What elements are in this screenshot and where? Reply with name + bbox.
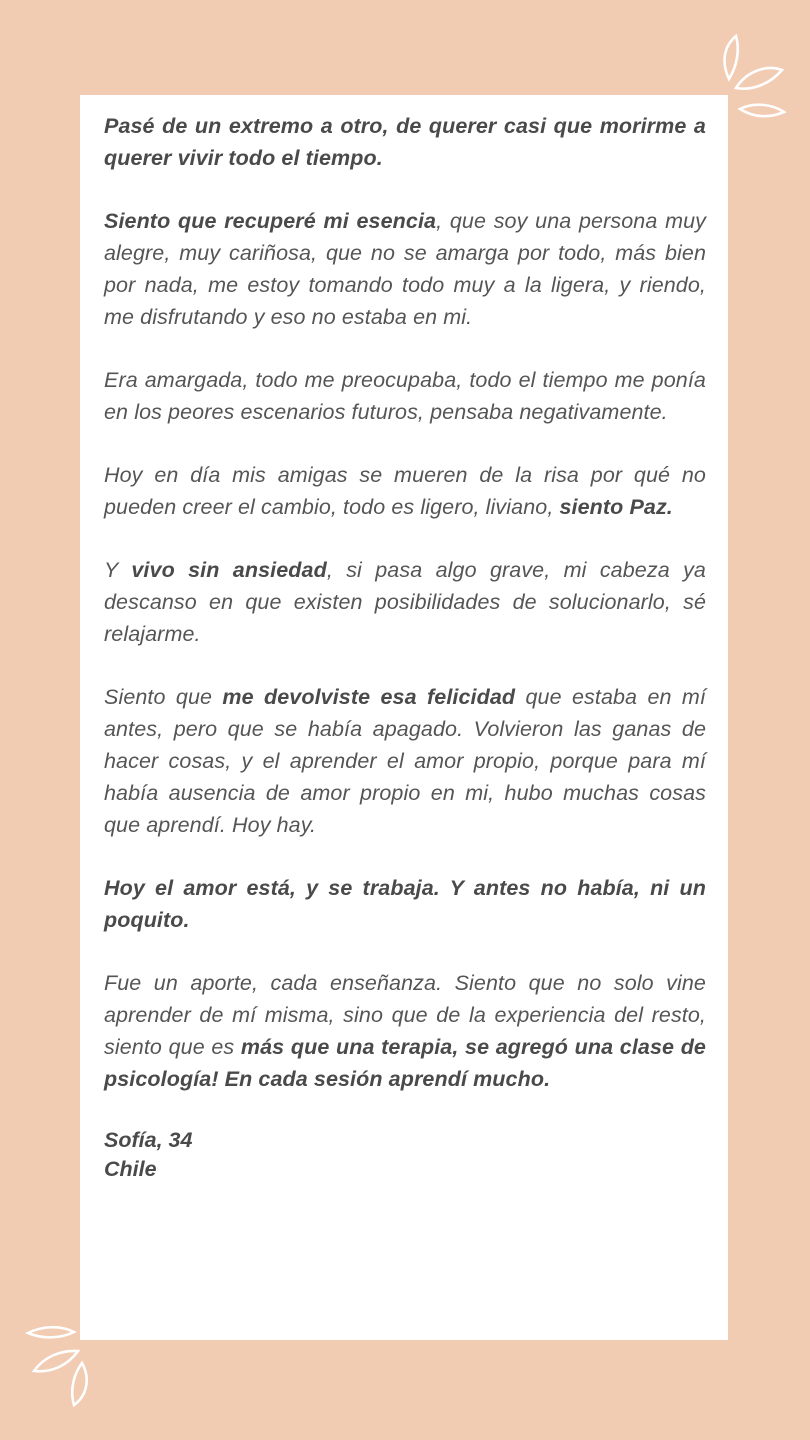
testimonial-paragraph: [104, 681, 706, 841]
testimonial-paragraph: [104, 967, 706, 1095]
body-text: Siento que: [104, 685, 223, 709]
testimonial-paragraph: [104, 364, 706, 428]
testimonial-paragraph: [104, 205, 706, 333]
testimonial-paragraph: [104, 872, 706, 936]
signature-name-age: Sofía, 34: [104, 1128, 193, 1152]
body-text: Era amargada, todo me preocupaba, todo el tiempo me ponía en los peores escenarios futuros, pensaba negativamente.: [104, 368, 706, 424]
body-text: Hoy en día mis amigas se mueren de la risa por qué no pueden creer el cambio, todo es ligero, liviano,: [104, 463, 706, 519]
emphasis-text: siento Paz.: [559, 495, 673, 519]
body-text: , si pasa algo grave, mi cabeza ya descanso en que existen posibilidades de solucionarlo, sé relajarme.: [104, 558, 706, 646]
body-text: Y: [104, 558, 132, 582]
body-text: , que soy una persona muy alegre, muy cariñosa, que no se amarga por todo, más bien por nada, me estoy tomando todo muy a la ligera, y riendo, me disfrutando y eso no estaba en mi.: [104, 209, 706, 329]
body-text: Fue un aporte, cada enseñanza. Siento que no solo vine aprender de mí misma, sino que de la experiencia del resto, siento que es: [104, 971, 706, 1059]
emphasis-text: me devolviste esa felicidad: [222, 685, 516, 709]
body-text: que estaba en mí antes, pero que se había apagado. Volvieron las ganas de hacer cosas, y el aprender el amor propio, porque para mí había ausencia de amor propio en mi, hubo muchas cosas que aprendí. Hoy hay.: [104, 685, 706, 837]
emphasis-text: Hoy el amor está, y se trabaja. Y antes no había, ni un poquito.: [104, 876, 706, 932]
emphasis-text: vivo sin ansiedad: [131, 558, 327, 582]
testimonial-paragraph: [104, 554, 706, 650]
emphasis-text: Pasé de un extremo a otro, de querer casi que morirme a querer vivir todo el tiempo.: [104, 114, 706, 170]
testimonial-signature: [104, 1126, 706, 1184]
emphasis-text: más que una terapia, se agregó una clase de psicología! En cada sesión aprendí mucho.: [104, 1035, 706, 1091]
testimonial-paragraph: [104, 459, 706, 523]
testimonial-card: [80, 95, 728, 1340]
signature-country: Chile: [104, 1157, 157, 1181]
testimonial-body: [104, 110, 706, 1095]
testimonial-paragraph: [104, 110, 706, 174]
emphasis-text: Siento que recuperé mi esencia: [104, 209, 437, 233]
